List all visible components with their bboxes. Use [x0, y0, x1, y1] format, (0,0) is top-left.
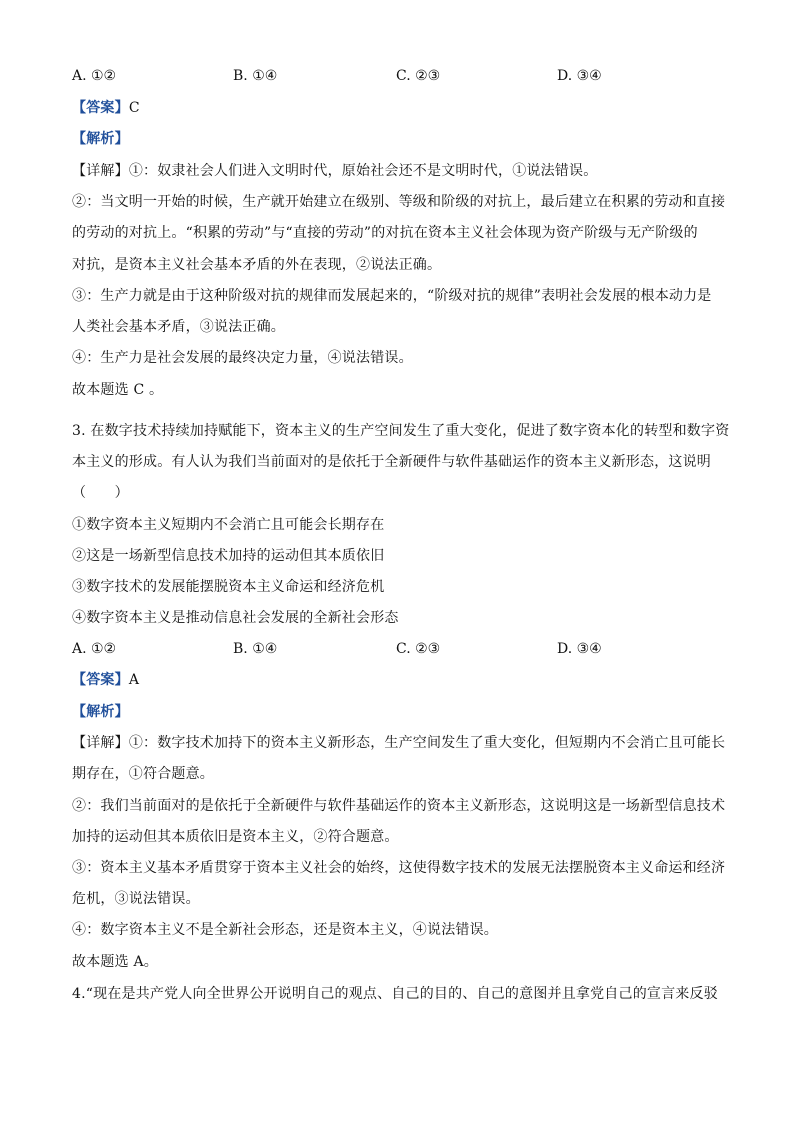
q2-conclusion: 故本题选 C 。: [72, 382, 164, 398]
q2-detail-text-1: ①：奴隶社会人们进入文明时代，原始社会还不是文明时代，①说法错误。: [128, 163, 598, 179]
q3-option-d: D. ③④: [557, 641, 602, 657]
q3-statement-3: ③数字技术的发展能摆脱资本主义命运和经济危机: [72, 579, 385, 595]
q3-detail-line-7: ④：数字资本主义不是全新社会形态，还是资本主义，④说法错误。: [72, 922, 498, 938]
q2-detail-line-4: 对抗，是资本主义社会基本矛盾的外在表现，②说法正确。: [72, 257, 442, 273]
q3-detail-line-3: ②：我们当前面对的是依托于全新硬件与软件基础运作的资本主义新形态，这说明这是一场新型信息技术: [72, 798, 726, 814]
q2-answer-tag: 【答案】: [72, 100, 129, 116]
q3-answer-tag: 【答案】: [72, 672, 129, 688]
q3-option-c: C. ②③: [396, 641, 441, 657]
q3-option-a: A. ①②: [72, 641, 117, 657]
q3-statement-4: ④数字资本主义是推动信息社会发展的全新社会形态: [72, 610, 399, 626]
q2-detail-line-7: ④：生产力是社会发展的最终决定力量，④说法错误。: [72, 350, 413, 366]
q2-answer-line: [72, 99, 722, 117]
q2-detail-line-2: ②：当文明一开始的时候，生产就开始建立在级别、等级和阶级的对抗上，最后建立在积累的劳动和直接: [72, 194, 726, 210]
q3-stem-line-2: 本主义的形成。有人认为我们当前面对的是依托于全新硬件与软件基础运作的资本主义新形态，这说明: [72, 454, 711, 470]
q3-detail-line-4: 加持的运动但其本质依旧是资本主义，②符合题意。: [72, 829, 399, 845]
q3-detail-tag: 【详解】: [72, 735, 129, 751]
q3-detail-line-5: ③：资本主义基本矛盾贯穿于资本主义社会的始终，这使得数字技术的发展无法摆脱资本主义命运和经济: [72, 860, 726, 876]
q3-statement-1: ①数字资本主义短期内不会消亡且可能会长期存在: [72, 517, 385, 533]
q3-analysis-line: [72, 703, 722, 721]
q3-detail-text-1: ①：数字技术加持下的资本主义新形态，生产空间发生了重大变化，但短期内不会消亡且可能长: [128, 735, 726, 751]
q2-analysis-tag: 【解析】: [72, 131, 129, 147]
q2-analysis-line: [72, 130, 722, 148]
q3-conclusion: 故本题选 A。: [72, 954, 158, 970]
q2-answer-value: C: [128, 100, 140, 116]
q2-option-c: C. ②③: [396, 68, 441, 84]
q3-stem-line-1: 3. 在数字技术持续加持赋能下，资本主义的生产空间发生了重大变化，促进了数字资本化的转型和数字资: [72, 423, 730, 439]
q3-analysis-tag: 【解析】: [72, 704, 129, 720]
q3-detail-line-1: [72, 734, 726, 752]
q3-answer-value: A: [128, 672, 140, 688]
q2-detail-line-1: [72, 162, 722, 180]
q2-option-b: B. ①④: [233, 68, 278, 84]
q2-detail-line-6: 人类社会基本矛盾，③说法正确。: [72, 319, 285, 335]
q2-detail-line-5: ③：生产力就是由于这种阶级对抗的规律而发展起来的，“阶级对抗的规律”表明社会发展的根本动力是: [72, 288, 712, 304]
q3-answer-line: [72, 671, 722, 689]
q3-detail-line-2: 期存在，①符合题意。: [72, 766, 214, 782]
q2-detail-line-3: 的劳动的对抗上。“积累的劳动”与“直接的劳动”的对抗在资本主义社会体现为资产阶级与无产阶级的: [72, 225, 698, 241]
q2-detail-tag: 【详解】: [72, 163, 129, 179]
q3-statement-2: ②这是一场新型信息技术加持的运动但其本质依旧: [72, 548, 385, 564]
q4-stem-line-1: 4.“现在是共产党人向全世界公开说明自己的观点、自己的目的、自己的意图并且拿党自己的宣言来反驳: [72, 986, 718, 1002]
q2-option-a: A. ①②: [72, 68, 117, 84]
q3-detail-line-6: 危机，③说法错误。: [72, 891, 200, 907]
q3-stem-line-3: （ ）: [72, 485, 129, 501]
q2-option-d: D. ③④: [557, 68, 602, 84]
q3-option-b: B. ①④: [233, 641, 278, 657]
